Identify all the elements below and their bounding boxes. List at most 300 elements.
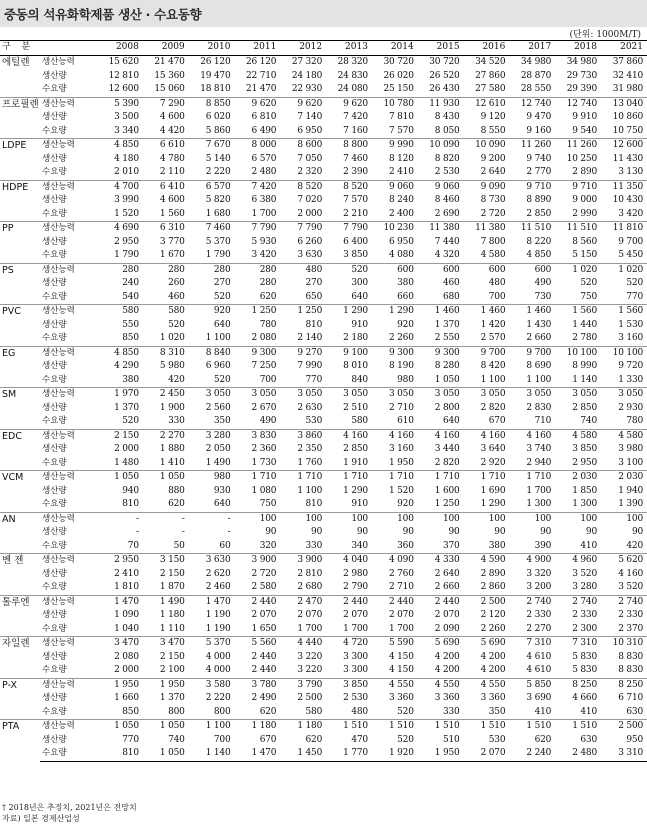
value-cell: 9 710 [509, 180, 555, 194]
value-cell: 1 850 [572, 485, 597, 496]
value-cell: 2 070 [434, 610, 460, 620]
value-cell: 11 260 [509, 139, 555, 153]
value-cell: 2 150 [97, 429, 143, 443]
value-cell: 1 090 [114, 610, 139, 620]
value-cell: 8 840 [189, 346, 235, 360]
value-cell: 28 550 [520, 84, 552, 94]
header-year: 2010 [189, 41, 235, 56]
table-row [0, 720, 647, 734]
value-cell: 1 870 [159, 582, 185, 592]
value-cell: 90 [585, 527, 597, 537]
value-cell: 5 390 [97, 97, 143, 111]
value-cell: 460 [168, 291, 185, 302]
value-cell: 390 [534, 540, 552, 551]
value-cell: 2 120 [480, 610, 506, 620]
product-name: 자일렌 [0, 637, 40, 679]
value-cell: 100 [555, 512, 601, 526]
value-cell: 3 160 [388, 444, 414, 454]
value-cell: 1 950 [97, 678, 143, 692]
metric-label: 수요량 [42, 623, 67, 634]
value-cell: 3 850 [343, 250, 368, 260]
value-cell: 1 810 [114, 582, 139, 592]
value-cell: 3 900 [280, 554, 326, 568]
value-cell: 5 370 [189, 637, 235, 651]
value-cell: 2 260 [480, 623, 506, 634]
value-cell: 26 120 [200, 57, 231, 67]
value-cell: 12 740 [555, 97, 601, 111]
value-cell: 2 640 [434, 568, 460, 579]
value-cell: 740 [580, 416, 597, 426]
value-cell: - [227, 527, 231, 537]
value-cell: 610 [397, 416, 414, 426]
value-cell: 1 700 [388, 623, 414, 634]
value-cell: 2 850 [572, 402, 597, 413]
value-cell: 8 220 [526, 236, 552, 247]
value-cell: 1 510 [372, 720, 418, 734]
value-cell: 1 950 [143, 678, 189, 692]
value-cell: 21 470 [154, 57, 185, 67]
value-cell: 29 730 [566, 70, 597, 81]
metric-label: 수요량 [42, 167, 67, 177]
value-cell: 6 490 [251, 125, 277, 136]
value-cell: 1 700 [251, 208, 277, 219]
metric-label: 수요량 [42, 706, 67, 717]
value-cell: 7 020 [297, 195, 323, 205]
value-cell: 15 060 [154, 84, 185, 94]
product-name: 벤 젠 [0, 554, 40, 596]
value-cell: 1 480 [114, 457, 139, 468]
table-row [0, 305, 647, 319]
value-cell: 1 180 [280, 720, 326, 734]
value-cell: 520 [213, 291, 231, 302]
value-cell: 4 580 [480, 250, 506, 260]
value-cell: 8 990 [572, 361, 597, 371]
value-cell: 10 750 [612, 125, 643, 136]
value-cell: 4 320 [434, 250, 460, 260]
table-row [0, 166, 647, 180]
value-cell: 9 200 [480, 153, 506, 164]
value-cell: 7 800 [480, 236, 506, 247]
value-cell: 2 370 [618, 623, 643, 634]
value-cell: 7 670 [189, 139, 235, 153]
value-cell: 10 090 [464, 139, 510, 153]
value-cell: 2 090 [434, 623, 460, 634]
value-cell: 1 450 [280, 747, 326, 761]
value-cell: 5 830 [572, 651, 597, 662]
product-name: 톨루엔 [0, 595, 40, 637]
value-cell: 2 930 [618, 402, 643, 413]
header-year: 2008 [97, 41, 143, 56]
value-cell: 1 710 [372, 471, 418, 485]
value-cell: 3 280 [189, 429, 235, 443]
value-cell: 300 [351, 278, 368, 288]
value-cell: 2 000 [114, 444, 139, 454]
value-cell: 1 100 [526, 374, 552, 385]
value-cell: 5 690 [418, 637, 464, 651]
value-cell: 8 520 [280, 180, 326, 194]
table-row [0, 568, 647, 582]
value-cell: 6 570 [189, 180, 235, 194]
value-cell: 90 [311, 527, 323, 537]
value-cell: 4 690 [97, 222, 143, 236]
metric-label: 생산량 [42, 236, 67, 247]
value-cell: 7 250 [251, 361, 277, 371]
metric-label: 수요량 [42, 84, 67, 94]
value-cell: 810 [305, 319, 323, 330]
value-cell: 3 100 [618, 457, 643, 468]
value-cell: 2 080 [251, 333, 277, 343]
value-cell: 550 [122, 319, 139, 330]
table-row [0, 194, 647, 208]
value-cell: 3 160 [618, 333, 643, 343]
value-cell: 1 600 [434, 485, 460, 496]
value-cell: 8 800 [326, 139, 372, 153]
value-cell: 7 790 [326, 222, 372, 236]
value-cell: 21 470 [246, 84, 277, 94]
value-cell: 8 730 [480, 195, 506, 205]
value-cell: 31 980 [612, 84, 643, 94]
value-cell: 3 780 [234, 678, 280, 692]
metric-label: 생산능력 [40, 720, 97, 734]
table-row [0, 249, 647, 263]
value-cell: 1 180 [159, 610, 185, 620]
metric-label: 생산능력 [40, 139, 97, 153]
value-cell: 770 [122, 734, 139, 745]
value-cell: 25 150 [383, 84, 414, 94]
title-bar [0, 0, 647, 27]
value-cell: 1 020 [601, 263, 647, 277]
product-name: SM [0, 388, 40, 430]
product-name: PS [0, 263, 40, 305]
value-cell: 12 610 [464, 97, 510, 111]
value-cell: 2 030 [555, 471, 601, 485]
value-cell: 580 [97, 305, 143, 319]
value-cell: 2 150 [159, 651, 185, 662]
value-cell: 4 180 [114, 153, 139, 164]
value-cell: 4 420 [159, 125, 185, 136]
value-cell: 5 620 [601, 554, 647, 568]
value-cell: 9 300 [372, 346, 418, 360]
table-row [0, 222, 647, 236]
value-cell: 3 690 [526, 693, 552, 703]
value-cell: 3 790 [280, 678, 326, 692]
value-cell: 270 [213, 278, 231, 288]
value-cell: 5 140 [205, 153, 231, 164]
value-cell: 510 [442, 734, 460, 745]
source-note: 자료) 일본 경제산업성 [2, 814, 80, 823]
value-cell: 3 220 [297, 665, 323, 675]
table-row [0, 291, 647, 305]
value-cell: 3 280 [572, 582, 597, 592]
value-cell: 90 [265, 527, 277, 537]
table-row [0, 277, 647, 291]
value-cell: 6 950 [388, 236, 414, 247]
value-cell: 9 990 [372, 139, 418, 153]
value-cell: 10 250 [566, 153, 597, 164]
value-cell: 2 330 [618, 610, 643, 620]
value-cell: 4 590 [464, 554, 510, 568]
value-cell: 100 [601, 512, 647, 526]
value-cell: 1 520 [388, 485, 414, 496]
value-cell: 5 450 [618, 250, 643, 260]
metric-label: 생산량 [42, 568, 67, 579]
value-cell: 1 470 [234, 747, 280, 761]
estimate-note: † 2018년은 추정치, 2021년은 전망치 [2, 803, 137, 812]
value-cell: 7 290 [143, 97, 189, 111]
value-cell: 9 000 [572, 195, 597, 205]
metric-label: 생산능력 [40, 595, 97, 609]
value-cell: - [189, 512, 235, 526]
value-cell: 1 560 [555, 305, 601, 319]
value-cell: 350 [488, 706, 506, 717]
value-cell: 2 890 [572, 167, 597, 177]
value-cell: 2 560 [205, 402, 231, 413]
value-cell: 3 050 [601, 388, 647, 402]
value-cell: 2 000 [114, 665, 139, 675]
value-cell: 8 420 [480, 361, 506, 371]
value-cell: - [97, 512, 143, 526]
value-cell: 24 180 [291, 70, 323, 81]
value-cell: 6 380 [251, 195, 277, 205]
value-cell: 2 410 [114, 568, 139, 579]
value-cell: 740 [168, 734, 185, 745]
value-cell: 2 710 [388, 582, 414, 592]
value-cell: 7 460 [189, 222, 235, 236]
value-cell: 1 690 [480, 485, 506, 496]
value-cell: 2 070 [343, 610, 368, 620]
value-cell: 4 290 [114, 361, 139, 371]
value-cell: 4 850 [526, 250, 552, 260]
value-cell: 6 570 [251, 153, 277, 164]
value-cell: 8 050 [434, 125, 460, 136]
value-cell: 3 500 [114, 112, 139, 122]
value-cell: 2 890 [480, 568, 506, 579]
value-cell: 3 630 [189, 554, 235, 568]
value-cell: 280 [97, 263, 143, 277]
value-cell: 4 550 [464, 678, 510, 692]
value-cell: 380 [397, 278, 414, 288]
value-cell: 1 560 [159, 208, 185, 219]
value-cell: 2 500 [601, 720, 647, 734]
value-cell: 13 040 [601, 97, 647, 111]
value-cell: 1 050 [143, 720, 189, 734]
value-cell: 1 790 [205, 250, 231, 260]
value-cell: 1 670 [159, 250, 185, 260]
value-cell: 3 360 [434, 693, 460, 703]
value-cell: 8 280 [434, 361, 460, 371]
value-cell: 7 440 [434, 236, 460, 247]
metric-label: 생산능력 [40, 512, 97, 526]
value-cell: 4 200 [434, 665, 460, 675]
value-cell: 3 300 [343, 665, 368, 675]
value-cell: 4 160 [418, 429, 464, 443]
value-cell: 9 910 [572, 112, 597, 122]
value-cell: 1 460 [464, 305, 510, 319]
value-cell: 2 580 [251, 582, 277, 592]
value-cell: 7 790 [280, 222, 326, 236]
value-cell: 2 070 [388, 610, 414, 620]
value-cell: 3 050 [509, 388, 555, 402]
value-cell: 3 050 [189, 388, 235, 402]
value-cell: 18 810 [200, 84, 231, 94]
value-cell: 2 680 [297, 582, 323, 592]
value-cell: 27 860 [475, 70, 506, 81]
metric-label: 수요량 [42, 457, 67, 468]
value-cell: 3 310 [601, 747, 647, 761]
header-year: 2021 [601, 41, 647, 56]
value-cell: 370 [442, 540, 460, 551]
value-cell: 1 470 [97, 595, 143, 609]
value-cell: 1 100 [297, 485, 323, 496]
table-row [0, 512, 647, 526]
value-cell: 980 [189, 471, 235, 485]
value-cell: 27 320 [291, 57, 323, 67]
value-cell: 1 050 [143, 471, 189, 485]
metric-label: 생산량 [42, 70, 67, 81]
metric-label: 수요량 [42, 540, 67, 551]
value-cell: 280 [143, 263, 189, 277]
value-cell: 2 350 [297, 444, 323, 454]
value-cell: 4 610 [526, 665, 552, 675]
value-cell: 600 [372, 263, 418, 277]
value-cell: 34 520 [475, 57, 506, 67]
value-cell: 2 820 [434, 457, 460, 468]
value-cell: 1 710 [234, 471, 280, 485]
value-cell: 6 810 [251, 112, 277, 122]
value-cell: 11 380 [464, 222, 510, 236]
value-cell: 4 200 [434, 651, 460, 662]
value-cell: 9 060 [372, 180, 418, 194]
metric-label: 수요량 [42, 250, 67, 260]
table-row [0, 388, 647, 402]
metric-label: 수요량 [42, 416, 67, 426]
value-cell: 1 420 [480, 319, 506, 330]
metric-label: 생산능력 [40, 305, 97, 319]
value-cell: 100 [464, 512, 510, 526]
value-cell: 6 400 [343, 236, 368, 247]
value-cell: 3 830 [234, 429, 280, 443]
value-cell: 1 100 [205, 333, 231, 343]
value-cell: 4 780 [159, 153, 185, 164]
value-cell: 620 [259, 291, 277, 302]
metric-label: 생산량 [42, 651, 67, 662]
value-cell: 1 180 [234, 720, 280, 734]
table-row [0, 457, 647, 471]
value-cell: 1 520 [114, 208, 139, 219]
value-cell: 2 500 [464, 595, 510, 609]
table-row [0, 706, 647, 720]
value-cell: 4 160 [326, 429, 372, 443]
value-cell: 3 340 [114, 125, 139, 136]
value-cell: 9 300 [418, 346, 464, 360]
value-cell: 600 [509, 263, 555, 277]
value-cell: 2 950 [97, 554, 143, 568]
value-cell: 1 300 [572, 499, 597, 509]
value-cell: 1 140 [189, 747, 235, 761]
value-cell: 3 360 [388, 693, 414, 703]
value-cell: 480 [280, 263, 326, 277]
value-cell: 920 [397, 319, 414, 330]
value-cell: 3 740 [526, 444, 552, 454]
value-cell: 7 570 [388, 125, 414, 136]
value-cell: 2 710 [388, 402, 414, 413]
value-cell: 340 [351, 540, 368, 551]
value-cell: 12 600 [601, 139, 647, 153]
value-cell: 1 100 [189, 720, 235, 734]
value-cell: 4 610 [526, 651, 552, 662]
value-cell: 4 000 [205, 665, 231, 675]
value-cell: 3 420 [618, 208, 643, 219]
value-cell: 3 050 [418, 388, 464, 402]
value-cell: 2 950 [572, 457, 597, 468]
value-cell: 6 950 [297, 125, 323, 136]
value-cell: 8 690 [526, 361, 552, 371]
value-cell: 1 020 [159, 333, 185, 343]
value-cell: 2 470 [280, 595, 326, 609]
value-cell: 70 [127, 540, 139, 551]
value-cell: 90 [356, 527, 368, 537]
value-cell: 2 070 [251, 610, 277, 620]
value-cell: 700 [259, 374, 277, 385]
value-cell: 34 980 [520, 57, 552, 67]
value-cell: 8 830 [618, 665, 643, 675]
value-cell: 2 660 [526, 333, 552, 343]
value-cell: 4 160 [618, 568, 643, 579]
value-cell: 10 090 [418, 139, 464, 153]
value-cell: 1 530 [618, 319, 643, 330]
value-cell: 1 050 [97, 720, 143, 734]
value-cell: 1 760 [297, 457, 323, 468]
value-cell: 4 550 [372, 678, 418, 692]
value-cell: 2 330 [572, 610, 597, 620]
value-cell: 2 740 [555, 595, 601, 609]
value-cell: 8 830 [618, 651, 643, 662]
table-row [0, 70, 647, 84]
value-cell: 2 480 [555, 747, 601, 761]
value-cell: 4 580 [601, 429, 647, 443]
metric-label: 수요량 [42, 208, 67, 219]
value-cell: 1 730 [251, 457, 277, 468]
value-cell: 520 [326, 263, 372, 277]
value-cell: 2 220 [205, 167, 231, 177]
value-cell: 4 960 [555, 554, 601, 568]
value-cell: 3 770 [159, 236, 185, 247]
value-cell: 2 480 [251, 167, 277, 177]
value-cell: 4 200 [480, 665, 506, 675]
table-row [0, 360, 647, 374]
value-cell: 11 260 [555, 139, 601, 153]
value-cell: 1 910 [343, 457, 368, 468]
value-cell: 1 920 [372, 747, 418, 761]
value-cell: 640 [213, 319, 231, 330]
header-year: 2012 [280, 41, 326, 56]
value-cell: 1 950 [418, 747, 464, 761]
value-cell: 4 700 [97, 180, 143, 194]
value-cell: 3 470 [97, 637, 143, 651]
value-cell: 350 [213, 416, 231, 426]
value-cell: 2 320 [297, 167, 323, 177]
value-cell: 2 980 [343, 568, 368, 579]
value-cell: 420 [626, 540, 643, 551]
value-cell: 1 140 [572, 374, 597, 385]
value-cell: 4 160 [372, 429, 418, 443]
value-cell: 7 420 [234, 180, 280, 194]
value-cell: 2 440 [251, 651, 277, 662]
value-cell: 5 820 [205, 195, 231, 205]
value-cell: 3 580 [189, 678, 235, 692]
value-cell: 9 620 [326, 97, 372, 111]
value-cell: 710 [534, 416, 552, 426]
